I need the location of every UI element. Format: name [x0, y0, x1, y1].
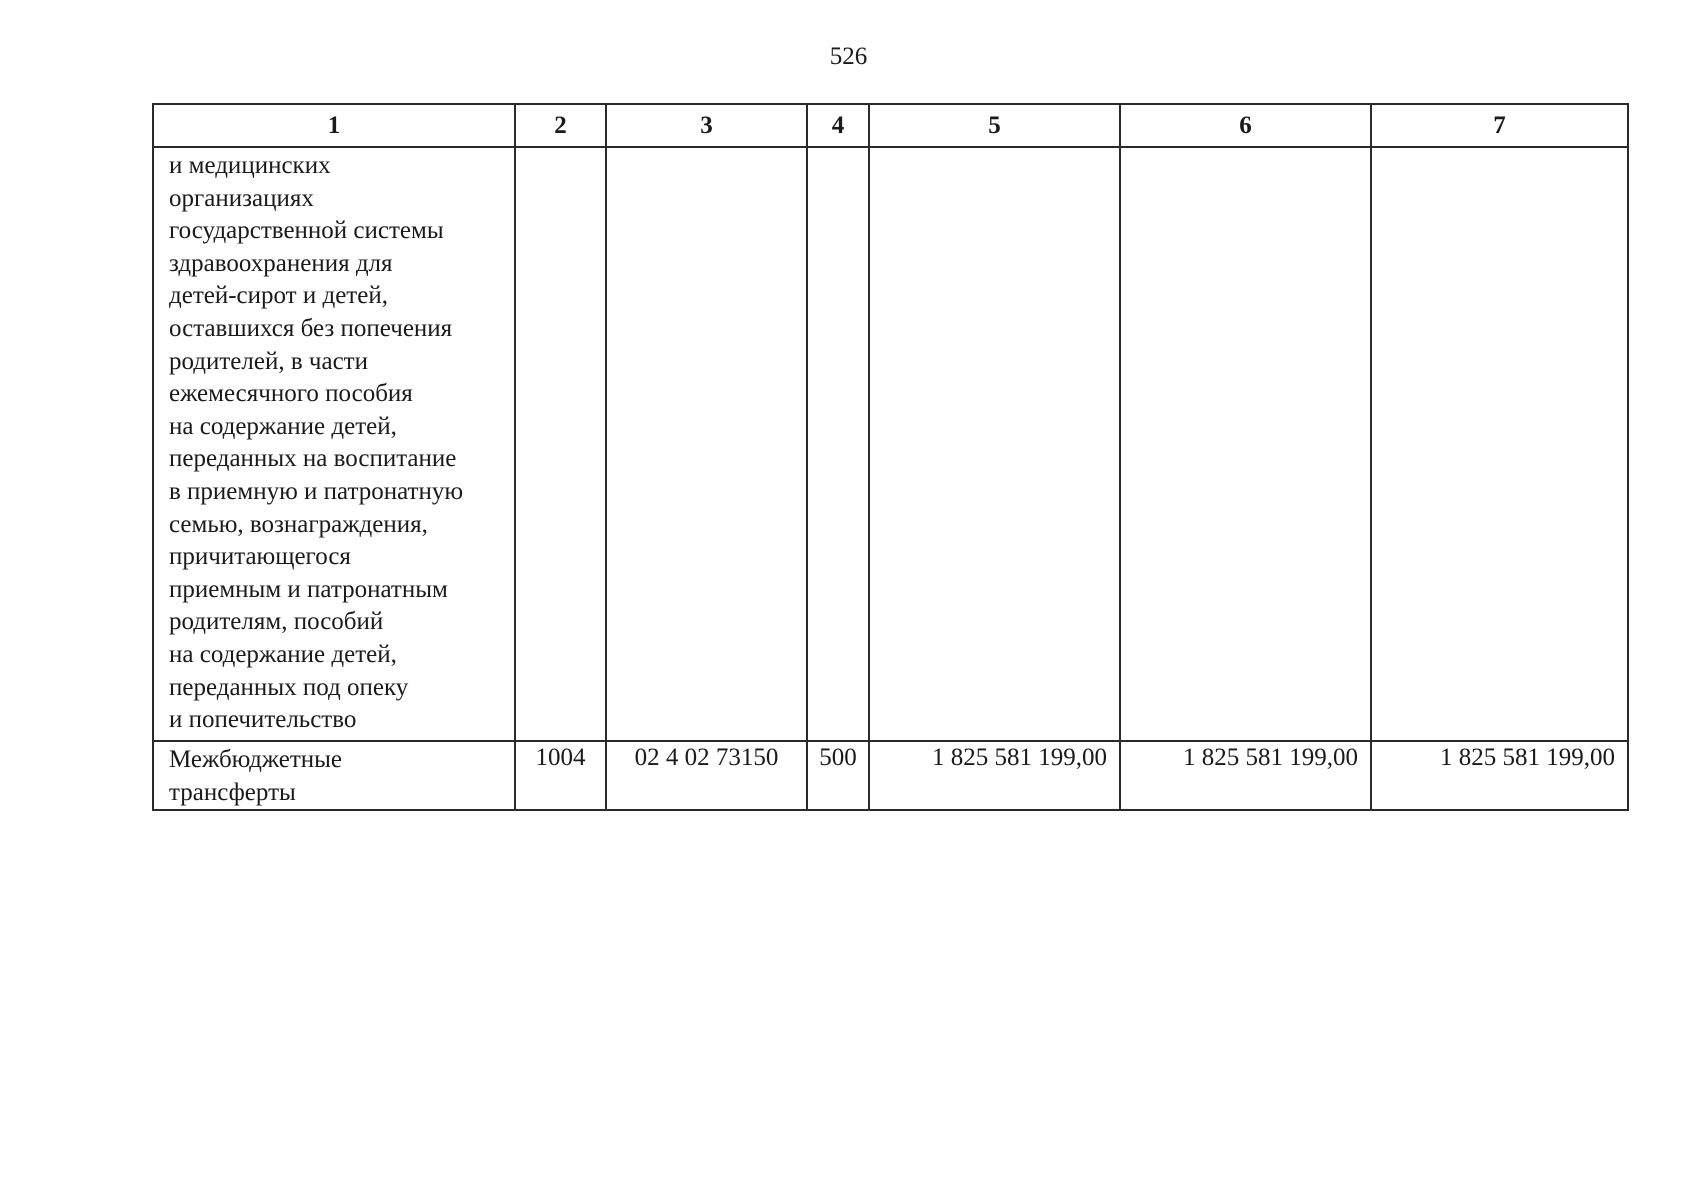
description-line: родителей, в части: [169, 347, 368, 375]
description-line: Межбюджетные: [169, 746, 343, 773]
description-line: причитающегося: [169, 543, 351, 571]
description-line: переданных под опеку: [169, 673, 409, 701]
column-header-4: 4: [807, 104, 869, 147]
page-number: 526: [829, 43, 868, 70]
description-line: здравоохранения для: [169, 249, 393, 277]
description-line: организациях: [169, 184, 314, 212]
description-line: переданных на воспитание: [169, 445, 457, 473]
continuation-description: [153, 147, 515, 741]
description-line: детей-сирот и детей,: [169, 282, 388, 310]
column-header-5: 5: [869, 104, 1120, 147]
column-header-2: 2: [515, 104, 606, 147]
description-line: в приемную и патронатную: [169, 477, 464, 505]
amount-cell: 1 825 581 199,00: [1371, 741, 1628, 810]
row-description: [153, 741, 515, 810]
column-header-3: 3: [606, 104, 807, 147]
description-line: родителям, пособий: [169, 608, 384, 636]
expense-type-code: 500: [807, 741, 869, 810]
description-line: на содержание детей,: [169, 640, 397, 668]
continuation-row: [153, 147, 1628, 741]
column-header-7: 7: [1371, 104, 1628, 147]
column-header-1: 1: [153, 104, 515, 147]
description-line: и медицинских: [169, 152, 331, 179]
description-line: приемным и патронатным: [169, 575, 448, 603]
description-line: на содержание детей,: [169, 412, 397, 440]
empty-cell: [869, 147, 1120, 741]
description-line: оставшихся без попечения: [169, 314, 453, 342]
empty-cell: [515, 147, 606, 741]
description-line: и попечительство: [169, 706, 357, 734]
table-row: [153, 741, 1628, 810]
amount-cell: 1 825 581 199,00: [869, 741, 1120, 810]
empty-cell: [807, 147, 869, 741]
target-article-code: 02 4 02 73150: [606, 741, 807, 810]
budget-table: [152, 103, 1629, 811]
empty-cell: [606, 147, 807, 741]
header-row: [153, 104, 1628, 147]
column-header-6: 6: [1120, 104, 1371, 147]
description-line: ежемесячного пособия: [169, 380, 413, 408]
empty-cell: [1120, 147, 1371, 741]
description-line: трансферты: [169, 778, 296, 806]
empty-cell: [1371, 147, 1628, 741]
description-line: семью, вознаграждения,: [169, 510, 428, 538]
amount-cell: 1 825 581 199,00: [1120, 741, 1371, 810]
description-line: государственной системы: [169, 217, 444, 245]
section-code: 1004: [515, 741, 606, 810]
